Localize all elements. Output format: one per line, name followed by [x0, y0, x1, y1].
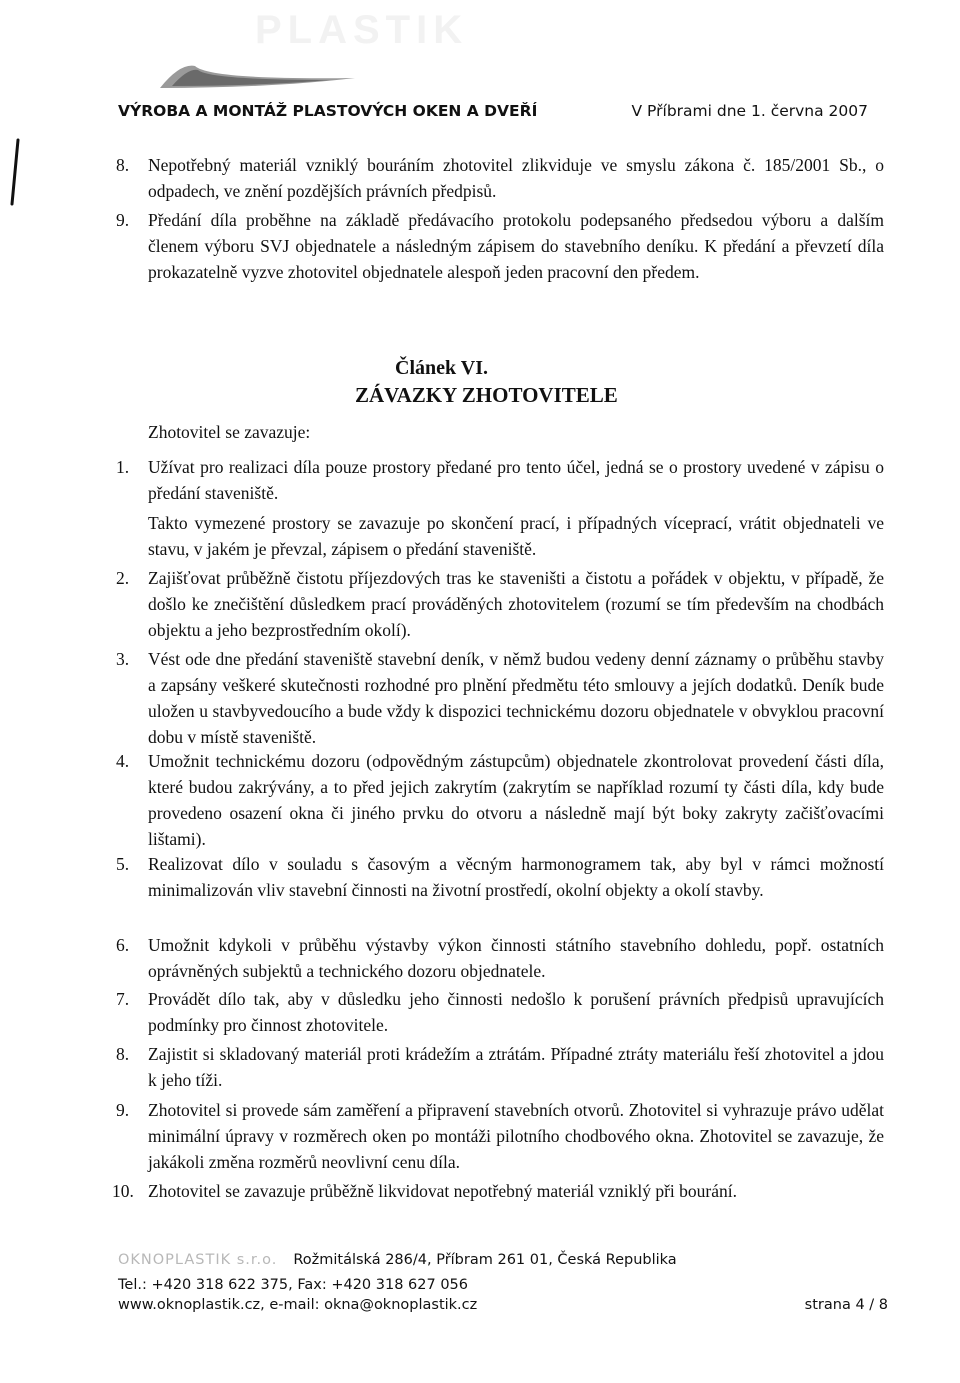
obligation-text: Zhotovitel si provede sám zaměření a připravení stavebních otvorů. Zhotovitel si vyhrazuje právo udělat minimální úpravy v rozměrech oken po montáži pilotního chodbového okna. Zhotovitel se zavazuje, že jakákoli změna rozměrů neovlivní cenu díla.: [148, 1100, 884, 1172]
obligation-number: 7.: [116, 989, 130, 1009]
article-number: Článek VI.: [395, 357, 488, 379]
obligation-text: Provádět dílo tak, aby v důsledku jeho činnosti nedošlo k porušení právních předpisů upravujících podmínky pro činnost zhotovitele.: [148, 989, 884, 1035]
obligation-number: 5.: [116, 854, 130, 874]
obligation-number: 6.: [116, 935, 130, 955]
item-number: 9.: [116, 210, 130, 230]
obligation-number: 4.: [116, 751, 130, 771]
article-title: ZÁVAZKY ZHOTOVITELE: [355, 383, 618, 407]
obligation-text: Takto vymezené prostory se zavazuje po skončení prací, i případných víceprací, vrátit objednateli ve stavu, v jakém je převzal, zápisem o předání staveniště.: [148, 513, 884, 559]
footer-address: Rožmitálská 286/4, Příbram 261 01, Česká Republika: [293, 1252, 677, 1268]
obligation-number: 8.: [116, 1044, 130, 1064]
item-text: Nepotřebný materiál vzniklý bouráním zhotovitel zlikviduje ve smyslu zákona č. 185/2001 Sb., o odpadech, ve znění pozdějších právních předpisů.: [148, 155, 884, 201]
obligation-text: Vést ode dne předání staveniště stavební deník, v němž budou vedeny denní záznamy o průběhu stavby a zapsány veškeré skutečnosti rozhodné pro plnění předmětu této smlouvy a jejích dodatků. Deník bude uložen u stavbyvedoucího a bude vždy k dispozici technickému dozoru objednatele v obvyklou pracovní dobu v místě staveniště.: [148, 649, 884, 747]
footer-phone-fax: Tel.: +420 318 622 375, Fax: +420 318 627 056: [118, 1277, 468, 1293]
obligation-text: Zhotovitel se zavazuje průběžně likvidovat nepotřebný materiál vzniklý při bourání.: [148, 1181, 737, 1201]
footer-address-line: [118, 1250, 677, 1270]
obligation-text: Užívat pro realizaci díla pouze prostory předané pro tento účel, jedná se o prostory uvedené v zápisu o předání staveniště.: [148, 457, 884, 503]
obligation-number: 2.: [116, 568, 130, 588]
logo-swoosh-icon: [150, 58, 360, 94]
company-title: VÝROBA A MONTÁŽ PLASTOVÝCH OKEN A DVEŘÍ: [118, 102, 538, 120]
footer-web-email: www.oknoplastik.cz, e-mail: okna@oknoplastik.cz: [118, 1297, 478, 1313]
article-intro: Zhotovitel se zavazuje:: [148, 422, 311, 442]
page-number: strana 4 / 8: [804, 1297, 888, 1313]
obligation-number: 10.: [112, 1181, 134, 1201]
obligation-text: Realizovat dílo v souladu s časovým a věcným harmonogramem tak, aby byl v rámci možností minimalizován vliv stavební činnosti na životní prostředí, okolní objekty a okolí stavby.: [148, 854, 884, 900]
obligation-text: Umožnit technickému dozoru (odpovědným zástupcům) objednatele zkontrolovat provedení části díla, které budou zakrývány, a to před jejich zakrytím (zakrytím se například rozumí ty části díla, kdy bude provedeno osazení okna či jiného prvku do otvoru a následně mají být boky zakryty začišťovacími lištami).: [148, 751, 884, 849]
item-text: Předání díla proběhne na základě předávacího protokolu podepsaného předsedou výboru a dalším členem výboru SVJ objednatele a následným zápisem do stavebního deníku. K předání a převzetí díla prokazatelně vyzve zhotovitel objednatele alespoň jeden pracovní den předem.: [148, 210, 884, 282]
footer-company: OKNOPLASTIK s.r.o.: [118, 1252, 278, 1268]
obligation-number: 3.: [116, 649, 130, 669]
obligation-text: Umožnit kdykoli v průběhu výstavby výkon činnosti státního stavebního dohledu, popř. ostatních oprávněných subjektů a technického dozoru objednatele.: [148, 935, 884, 981]
logo-text: PLASTIK: [255, 8, 469, 52]
margin-mark-icon: [8, 138, 22, 208]
item-number: 8.: [116, 155, 130, 175]
obligation-number: 9.: [116, 1100, 130, 1120]
document-date: V Příbrami dne 1. června 2007: [631, 102, 868, 120]
obligation-text: Zajišťovat průběžně čistotu příjezdových tras ke staveništi a čistotu a pořádek v objektu, v případě, že došlo ke znečištění důsledkem prací prováděných zhotovitelem (rozumí se tím především na chodbách objektu a jeho bezprostředním okolí).: [148, 568, 884, 640]
obligation-number: 1.: [116, 457, 130, 477]
obligation-text: Zajistit si skladovaný materiál proti krádežím a ztrátám. Případné ztráty materiálu řeší zhotovitel a jdou k jeho tíži.: [148, 1044, 884, 1090]
